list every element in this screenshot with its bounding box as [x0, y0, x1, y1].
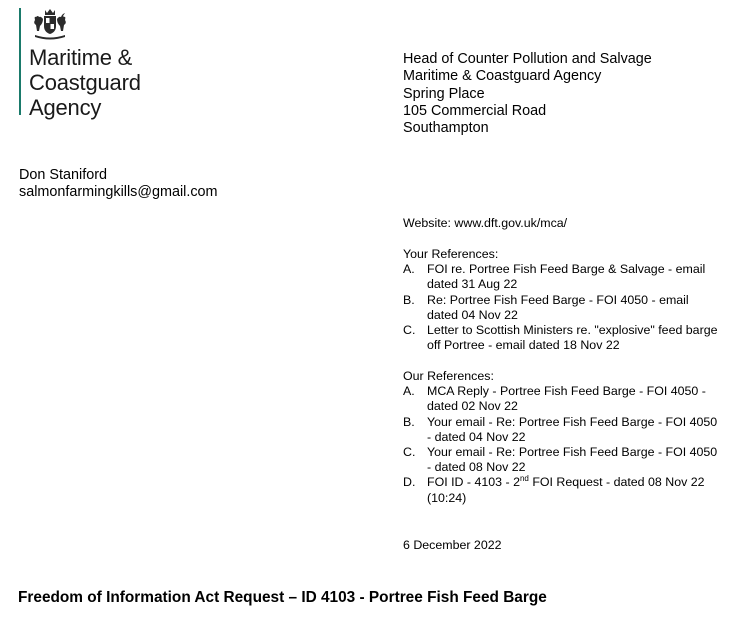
sender-city: Southampton	[403, 120, 489, 137]
sender-department: Head of Counter Pollution and Salvage	[403, 51, 652, 67]
reference-letter: B.	[403, 292, 415, 307]
sender-street: 105 Commercial Road	[403, 102, 547, 119]
reference-letter: D.	[403, 475, 416, 490]
reference-item	[403, 323, 723, 353]
reference-text	[427, 475, 723, 505]
ordinal-superscript: nd	[519, 474, 529, 484]
reference-item	[403, 293, 723, 323]
letter-date: 6 December 2022	[403, 538, 502, 552]
reference-text-part: FOI Request - dated 08 Nov 22 (10:24)	[427, 475, 705, 505]
recipient-block	[19, 167, 218, 202]
agency-logo-text	[29, 45, 141, 120]
reference-item	[403, 445, 723, 475]
reference-text: Your email - Re: Portree Fish Feed Barge - FOI 4050 - dated 08 Nov 22	[427, 445, 718, 475]
reference-text: MCA Reply - Portree Fish Feed Barge - FOI 4050 - dated 02 Nov 22	[427, 384, 706, 414]
sender-agency: Maritime & Coastguard Agency	[403, 68, 602, 85]
your-references	[403, 247, 723, 353]
reference-letter: B.	[403, 414, 415, 429]
reference-text: Re: Portree Fish Feed Barge - FOI 4050 - email dated 04 Nov 22	[427, 292, 689, 322]
our-references	[403, 369, 723, 506]
reference-letter: C.	[403, 445, 416, 460]
sender-building: Spring Place	[403, 85, 485, 102]
website-line: Website: www.dft.gov.uk/mca/	[403, 216, 568, 230]
royal-crest-icon	[30, 7, 70, 43]
logo-rule	[19, 8, 21, 115]
logo-line: Maritime &	[29, 45, 133, 70]
logo-line: Coastguard	[29, 70, 141, 95]
reference-letter: A.	[403, 384, 415, 399]
reference-item	[403, 475, 723, 505]
sender-address	[403, 51, 652, 137]
reference-item	[403, 415, 723, 445]
reference-text: Your email - Re: Portree Fish Feed Barge - FOI 4050 - dated 04 Nov 22	[427, 414, 718, 444]
your-references-heading: Your References:	[403, 247, 499, 261]
recipient-email: salmonfarmingkills@gmail.com	[19, 184, 218, 201]
our-references-heading: Our References:	[403, 369, 494, 383]
reference-letter: C.	[403, 323, 416, 338]
logo-line: Agency	[29, 95, 102, 120]
reference-text: FOI re. Portree Fish Feed Barge & Salvage - email dated 31 Aug 22	[427, 262, 706, 292]
reference-text-part: FOI ID - 4103 - 2	[427, 475, 520, 490]
reference-item	[403, 262, 723, 292]
recipient-name: Don Staniford	[19, 167, 107, 183]
reference-item	[403, 384, 723, 414]
reference-text: Letter to Scottish Ministers re. "explosive" feed barge off Portree - email dated 18 Nov 22	[427, 323, 718, 353]
reference-letter: A.	[403, 262, 415, 277]
subject-line: Freedom of Information Act Request – ID 4103 - Portree Fish Feed Barge	[18, 589, 547, 606]
